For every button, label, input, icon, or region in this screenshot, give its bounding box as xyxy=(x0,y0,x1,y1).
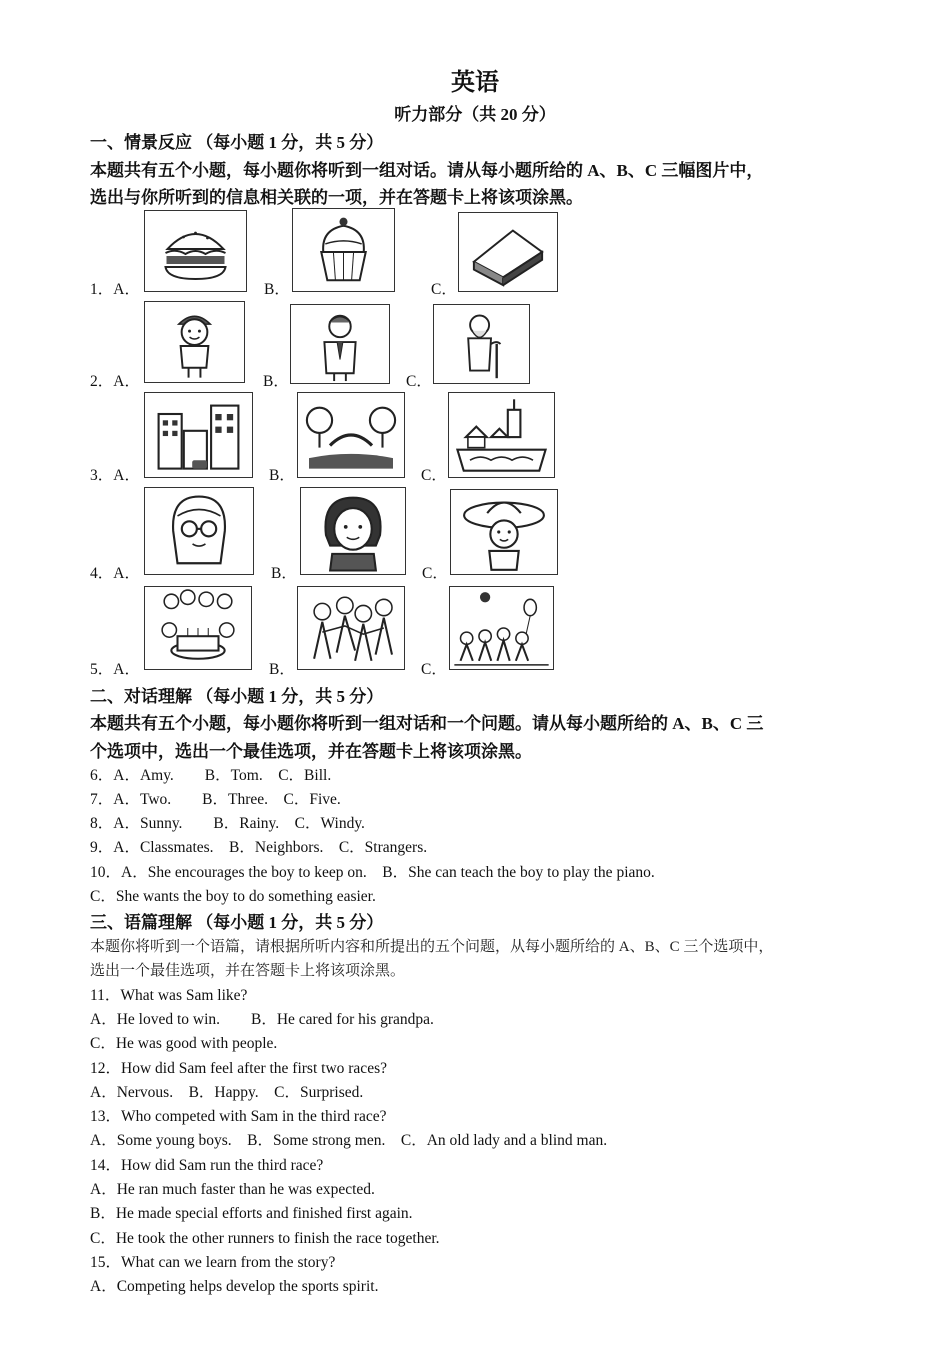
page-subtitle: 听力部分（共 20 分） xyxy=(394,105,556,124)
q3-option-b-label: B． xyxy=(269,467,295,484)
section-1-instruction-line-2: 选出与你所听到的信息相关联的一项，并在答题卡上将该项涂黑。 xyxy=(90,188,583,207)
girl-with-sunhat-icon[interactable] xyxy=(450,489,558,575)
question-14-option-a: A．He ran much faster than he was expected. xyxy=(90,1181,375,1198)
section-3-instruction-line-2: 选出一个最佳选项，并在答题卡上将该项涂黑。 xyxy=(90,963,406,979)
q4-label: 4．A． xyxy=(90,565,140,582)
question-12: 12．How did Sam feel after the first two races? xyxy=(90,1060,387,1077)
question-7: 7．A．Two. B．Three. C．Five. xyxy=(90,791,341,808)
question-10: 10．A．She encourages the boy to keep on. B．She can teach the boy to play the piano. xyxy=(90,864,655,881)
hamburger-icon[interactable] xyxy=(144,210,247,292)
question-11: 11．What was Sam like? xyxy=(90,987,248,1004)
question-11-options-ab: A．He loved to win. B．He cared for his grandpa. xyxy=(90,1011,434,1028)
question-8: 8．A．Sunny. B．Rainy. C．Windy. xyxy=(90,815,365,832)
q1-option-c-label: C． xyxy=(431,281,457,298)
page-title: 英语 xyxy=(451,70,499,96)
q2-option-c-label: C． xyxy=(406,373,432,390)
park-bridge-icon[interactable] xyxy=(297,392,405,478)
question-6: 6．A．Amy. B．Tom. C．Bill. xyxy=(90,767,332,784)
countryside-village-icon[interactable] xyxy=(448,392,555,478)
q3-option-c-label: C． xyxy=(421,467,447,484)
section-3-instruction-line-1: 本题你将听到一个语篇，请根据所听内容和所提出的五个问题，从每小题所给的 A、B、C 三个选项中， xyxy=(90,939,774,955)
question-15: 15．What can we learn from the story? xyxy=(90,1254,336,1271)
question-14-option-c: C．He took the other runners to finish the race together. xyxy=(90,1230,440,1247)
sandwich-icon[interactable] xyxy=(458,212,558,292)
cupcake-icon[interactable] xyxy=(292,208,395,292)
q5-label: 5．A． xyxy=(90,661,140,678)
q1-label: 1．A． xyxy=(90,281,140,298)
girl-with-glasses-icon[interactable] xyxy=(144,487,254,575)
young-boy-icon[interactable] xyxy=(144,301,245,383)
section-3-heading: 三、语篇理解 （每小题 1 分，共 5 分） xyxy=(90,913,384,932)
old-man-with-cane-icon[interactable] xyxy=(433,304,530,384)
kids-playing-outside-icon[interactable] xyxy=(449,586,554,670)
question-13: 13．Who competed with Sam in the third race? xyxy=(90,1108,387,1125)
question-14: 14．How did Sam run the third race? xyxy=(90,1157,324,1174)
q4-option-b-label: B． xyxy=(271,565,297,582)
question-9: 9．A．Classmates. B．Neighbors. C．Strangers. xyxy=(90,839,428,856)
section-1-instruction-line-1: 本题共有五个小题，每小题你将听到一组对话。请从每小题所给的 A、B、C 三幅图片中， xyxy=(90,161,764,180)
section-1-heading: 一、情景反应 （每小题 1 分，共 5 分） xyxy=(90,133,384,152)
city-buildings-icon[interactable] xyxy=(144,392,253,478)
question-14-option-b: B．He made special efforts and finished first again. xyxy=(90,1205,413,1222)
dancing-friends-icon[interactable] xyxy=(297,586,405,670)
question-11-option-c: C．He was good with people. xyxy=(90,1035,278,1052)
section-2-instruction-line-1: 本题共有五个小题，每小题你将听到一组对话和一个问题。请从每小题所给的 A、B、C 三 xyxy=(90,714,764,733)
question-10-option-c: C．She wants the boy to do something easier. xyxy=(90,888,376,905)
question-13-options: A．Some young boys. B．Some strong men. C．An old lady and a blind man. xyxy=(90,1132,608,1149)
birthday-party-icon[interactable] xyxy=(144,586,252,670)
q5-option-c-label: C． xyxy=(421,661,447,678)
q5-option-b-label: B． xyxy=(269,661,295,678)
q1-option-b-label: B． xyxy=(264,281,290,298)
man-in-suit-icon[interactable] xyxy=(290,304,390,384)
section-2-heading: 二、对话理解 （每小题 1 分，共 5 分） xyxy=(90,687,384,706)
section-2-instruction-line-2: 个选项中，选出一个最佳选项，并在答题卡上将该项涂黑。 xyxy=(90,742,532,761)
q3-label: 3．A． xyxy=(90,467,140,484)
q2-label: 2．A． xyxy=(90,373,140,390)
question-12-options: A．Nervous. B．Happy. C．Surprised. xyxy=(90,1084,364,1101)
q2-option-b-label: B． xyxy=(263,373,289,390)
question-15-option-a: A．Competing helps develop the sports spirit. xyxy=(90,1278,379,1295)
girl-with-hairband-icon[interactable] xyxy=(300,487,406,575)
q4-option-c-label: C． xyxy=(422,565,448,582)
